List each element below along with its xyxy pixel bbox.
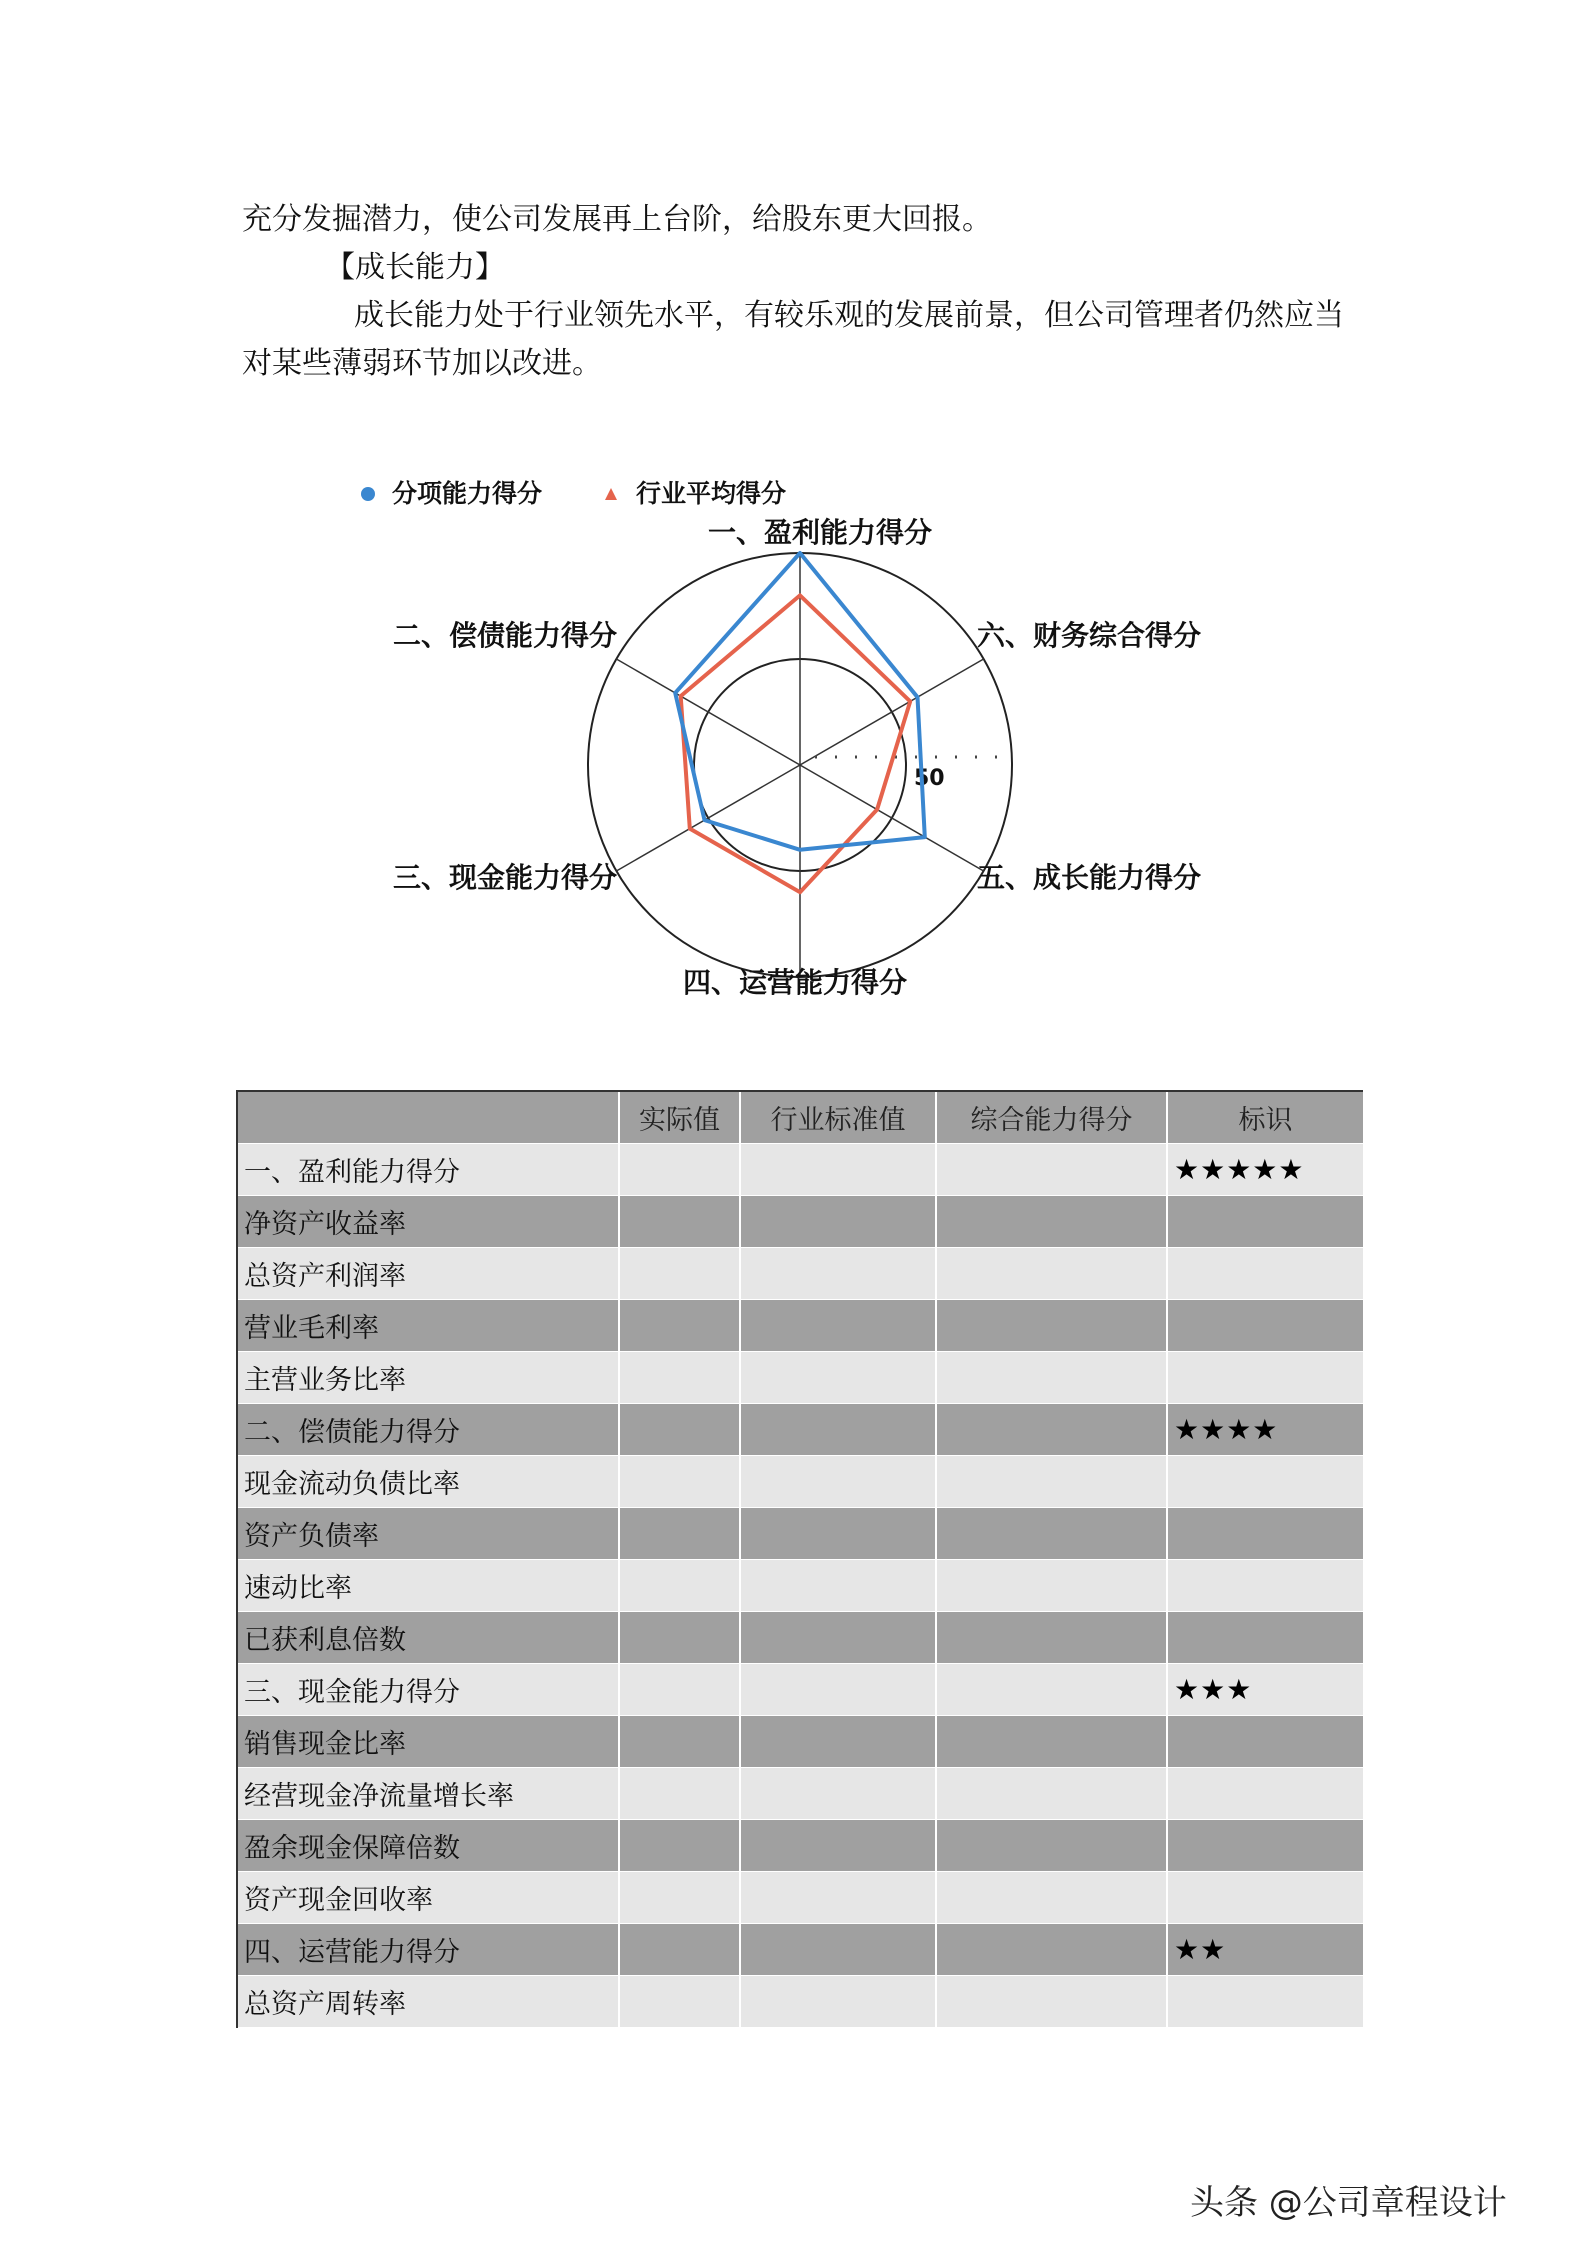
table-row bbox=[237, 1924, 1363, 1976]
table-body bbox=[237, 1144, 1363, 2028]
body-paragraph-growth: 成长能力处于行业领先水平，有较乐观的发展前景，但公司管理者仍然应当对某些薄弱环节加以改进。 bbox=[242, 298, 1344, 381]
cell-industry-standard bbox=[740, 1820, 936, 1872]
table-row bbox=[237, 1612, 1363, 1664]
cell-industry-standard bbox=[740, 1768, 936, 1820]
cell-actual-value bbox=[619, 1664, 740, 1716]
legend-circle-marker bbox=[361, 487, 375, 501]
table-row bbox=[237, 1196, 1363, 1248]
cell-industry-standard bbox=[740, 1352, 936, 1404]
cell-actual-value bbox=[619, 1456, 740, 1508]
cell-industry-standard bbox=[740, 1976, 936, 2028]
cell-rating-stars bbox=[1167, 1300, 1363, 1352]
legend-label: 分项能力得分 bbox=[392, 479, 543, 508]
row-label: 二、偿债能力得分 bbox=[237, 1404, 619, 1456]
table-row bbox=[237, 1664, 1363, 1716]
table-row bbox=[237, 1248, 1363, 1300]
row-label: 资产现金回收率 bbox=[237, 1872, 619, 1924]
legend-triangle-marker bbox=[605, 488, 617, 500]
row-label: 现金流动负债比率 bbox=[237, 1456, 619, 1508]
cell-composite-score bbox=[936, 1664, 1167, 1716]
table-row bbox=[237, 1872, 1363, 1924]
cell-rating-stars bbox=[1167, 1508, 1363, 1560]
header-industry-standard: 行业标准值 bbox=[740, 1091, 936, 1144]
table-row bbox=[237, 1820, 1363, 1872]
cell-actual-value bbox=[619, 1768, 740, 1820]
row-label: 已获利息倍数 bbox=[237, 1612, 619, 1664]
cell-industry-standard bbox=[740, 1924, 936, 1976]
cell-industry-standard bbox=[740, 1560, 936, 1612]
cell-composite-score bbox=[936, 1560, 1167, 1612]
cell-actual-value bbox=[619, 1612, 740, 1664]
cell-rating-stars bbox=[1167, 1248, 1363, 1300]
table-row bbox=[237, 1976, 1363, 2028]
cell-actual-value bbox=[619, 1196, 740, 1248]
chart-legend bbox=[361, 479, 786, 508]
cell-rating-stars bbox=[1167, 1716, 1363, 1768]
row-label: 一、盈利能力得分 bbox=[237, 1144, 619, 1196]
cell-rating-stars bbox=[1167, 1352, 1363, 1404]
axis-label: 一、盈利能力得分 bbox=[707, 516, 933, 549]
legend-label: 行业平均得分 bbox=[636, 479, 787, 508]
row-label: 营业毛利率 bbox=[237, 1300, 619, 1352]
table-row bbox=[237, 1404, 1363, 1456]
row-label: 三、现金能力得分 bbox=[237, 1664, 619, 1716]
body-paragraph-intro: 充分发掘潜力，使公司发展再上台阶，给股东更大回报。 bbox=[242, 202, 992, 237]
table-row bbox=[237, 1144, 1363, 1196]
cell-industry-standard bbox=[740, 1248, 936, 1300]
cell-actual-value bbox=[619, 1404, 740, 1456]
cell-industry-standard bbox=[740, 1300, 936, 1352]
header-actual-value: 实际值 bbox=[619, 1091, 740, 1144]
cell-actual-value bbox=[619, 1976, 740, 2028]
cell-rating-stars: ★★★★★ bbox=[1167, 1144, 1363, 1196]
cell-industry-standard bbox=[740, 1456, 936, 1508]
radar-chart bbox=[340, 460, 1260, 1020]
cell-composite-score bbox=[936, 1456, 1167, 1508]
cell-rating-stars bbox=[1167, 1768, 1363, 1820]
cell-composite-score bbox=[936, 1716, 1167, 1768]
cell-rating-stars bbox=[1167, 1976, 1363, 2028]
cell-composite-score bbox=[936, 1404, 1167, 1456]
cell-industry-standard bbox=[740, 1716, 936, 1768]
watermark: 头条 @公司章程设计 bbox=[1190, 2183, 1507, 2223]
row-label: 净资产收益率 bbox=[237, 1196, 619, 1248]
axis-spoke bbox=[800, 659, 984, 765]
cell-actual-value bbox=[619, 1144, 740, 1196]
cell-rating-stars bbox=[1167, 1196, 1363, 1248]
cell-industry-standard bbox=[740, 1664, 936, 1716]
cell-industry-standard bbox=[740, 1196, 936, 1248]
cell-actual-value bbox=[619, 1300, 740, 1352]
cell-rating-stars bbox=[1167, 1820, 1363, 1872]
cell-rating-stars bbox=[1167, 1872, 1363, 1924]
cell-actual-value bbox=[619, 1508, 740, 1560]
cell-composite-score bbox=[936, 1352, 1167, 1404]
cell-actual-value bbox=[619, 1560, 740, 1612]
row-label: 总资产利润率 bbox=[237, 1248, 619, 1300]
table-row bbox=[237, 1456, 1363, 1508]
cell-rating-stars: ★★★★ bbox=[1167, 1404, 1363, 1456]
cell-rating-stars bbox=[1167, 1612, 1363, 1664]
cell-composite-score bbox=[936, 1768, 1167, 1820]
cell-industry-standard bbox=[740, 1612, 936, 1664]
row-label: 销售现金比率 bbox=[237, 1716, 619, 1768]
axis-label: 四、运营能力得分 bbox=[682, 966, 908, 999]
header-item bbox=[237, 1091, 619, 1144]
cell-actual-value bbox=[619, 1248, 740, 1300]
axis-spoke bbox=[800, 765, 984, 871]
axis-label: 五、成长能力得分 bbox=[977, 861, 1202, 894]
table-row bbox=[237, 1560, 1363, 1612]
cell-rating-stars bbox=[1167, 1456, 1363, 1508]
row-label: 速动比率 bbox=[237, 1560, 619, 1612]
cell-actual-value bbox=[619, 1352, 740, 1404]
cell-composite-score bbox=[936, 1924, 1167, 1976]
axis-label: 二、偿债能力得分 bbox=[392, 619, 617, 652]
table-row bbox=[237, 1508, 1363, 1560]
radar-axis-labels bbox=[393, 516, 1201, 999]
table-row bbox=[237, 1716, 1363, 1768]
cell-actual-value bbox=[619, 1872, 740, 1924]
radar-grid bbox=[588, 553, 1012, 977]
cell-composite-score bbox=[936, 1508, 1167, 1560]
cell-rating-stars bbox=[1167, 1560, 1363, 1612]
cell-composite-score bbox=[936, 1196, 1167, 1248]
header-composite-score: 综合能力得分 bbox=[936, 1091, 1167, 1144]
cell-composite-score bbox=[936, 1612, 1167, 1664]
row-label: 总资产周转率 bbox=[237, 1976, 619, 2028]
cell-actual-value bbox=[619, 1924, 740, 1976]
cell-composite-score bbox=[936, 1144, 1167, 1196]
table-header-row bbox=[237, 1091, 1363, 1144]
row-label: 主营业务比率 bbox=[237, 1352, 619, 1404]
cell-composite-score bbox=[936, 1820, 1167, 1872]
header-rating: 标识 bbox=[1167, 1091, 1363, 1144]
cell-industry-standard bbox=[740, 1404, 936, 1456]
cell-composite-score bbox=[936, 1872, 1167, 1924]
axis-spoke bbox=[616, 765, 800, 871]
cell-rating-stars: ★★ bbox=[1167, 1924, 1363, 1976]
section-heading-growth: 【成长能力】 bbox=[325, 250, 505, 285]
table-row bbox=[237, 1768, 1363, 1820]
table-row bbox=[237, 1300, 1363, 1352]
cell-composite-score bbox=[936, 1300, 1167, 1352]
row-label: 资产负债率 bbox=[237, 1508, 619, 1560]
row-label: 四、运营能力得分 bbox=[237, 1924, 619, 1976]
cell-composite-score bbox=[936, 1976, 1167, 2028]
tick-label: 50 bbox=[914, 766, 945, 791]
cell-composite-score bbox=[936, 1248, 1167, 1300]
cell-industry-standard bbox=[740, 1508, 936, 1560]
cell-industry-standard bbox=[740, 1144, 936, 1196]
row-label: 盈余现金保障倍数 bbox=[237, 1820, 619, 1872]
axis-label: 六、财务综合得分 bbox=[977, 619, 1202, 652]
cell-industry-standard bbox=[740, 1872, 936, 1924]
axis-label: 三、现金能力得分 bbox=[392, 861, 617, 894]
table-row bbox=[237, 1352, 1363, 1404]
cell-actual-value bbox=[619, 1820, 740, 1872]
cell-actual-value bbox=[619, 1716, 740, 1768]
cell-rating-stars: ★★★ bbox=[1167, 1664, 1363, 1716]
score-table bbox=[236, 1090, 1363, 2028]
row-label: 经营现金净流量增长率 bbox=[237, 1768, 619, 1820]
